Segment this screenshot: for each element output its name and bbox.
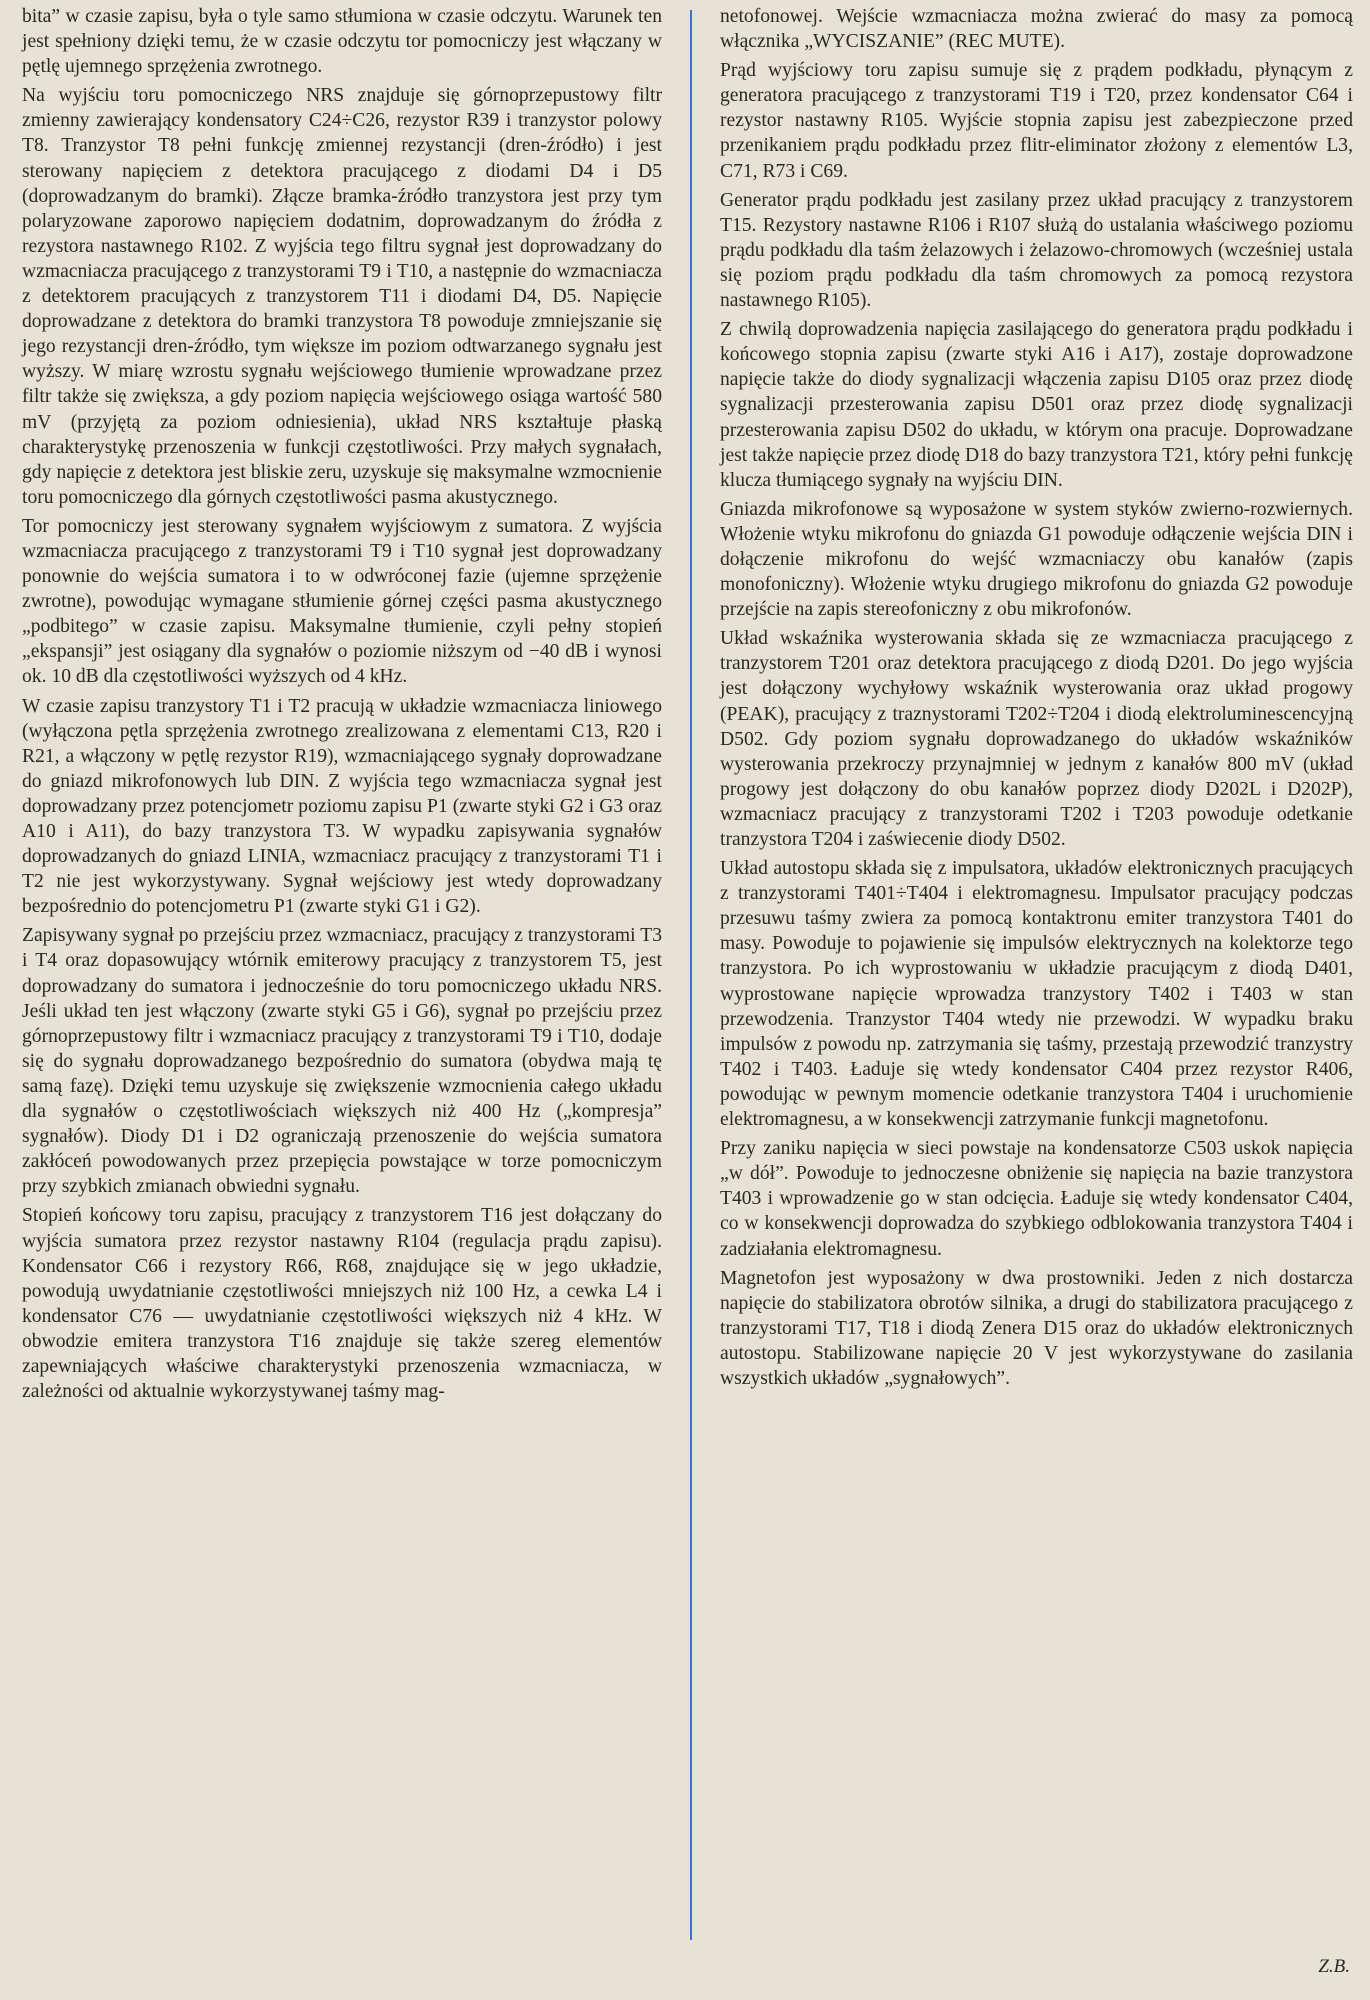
paragraph: Generator prądu podkładu jest zasilany przez układ pracujący z tranzystorem T15. Rezystory nastawne R106 i R107 służą do ustalania właściwego poziomu prądu podkładu dla taśm żelazowych i żelazowo-chromowych (wcześniej ustala się poziom prądu podkładu dla taśm chromowych za pomocą rezystora nastawnego R105). <box>720 189 1353 312</box>
paragraph: Gniazda mikrofonowe są wyposażone w system styków zwierno-rozwiernych. Włożenie wtyku mikrofonu do gniazda G1 powoduje odłączenie wejścia DIN i dołączenie mikrofonu do wejść wzmacniaczy obu kanałów (zapis monofoniczny). Włożenie wtyku drugiego mikrofonu do gniazda G2 powoduje przejście na zapis stereofoniczny z obu mikrofonów. <box>720 498 1353 621</box>
paragraph: W czasie zapisu tranzystory T1 i T2 pracują w układzie wzmacniacza liniowego (wyłączona pętla sprzężenia zwrotnego zrealizowana z elementami C13, R20 i R21, a włączony w pętlę rezystor R19), wzmacniającego sygnały doprowadzane do gniazd mikrofonowych lub DIN. Z wyjścia tego wzmacniacza sygnał jest doprowadzany przez potencjometr poziomu zapisu P1 (zwarte styki G2 i G3 oraz A10 i A11), do bazy tranzystora T3. W wypadku zapisywania sygnałów doprowadzanych do gniazd LINIA, wzmacniacz pracujący z tranzystorami T1 i T2 nie jest wykorzystywany. Sygnał wejściowy jest wtedy doprowadzany bezpośrednio do potencjometru P1 (zwarte styki G1 i G2). <box>22 695 662 918</box>
paragraph: Układ autostopu składa się z impulsatora, układów elektronicznych pracujących z tranzystorami T401÷T404 i elektromagnesu. Impulsator pracujący podczas przesuwu taśmy zwiera za pomocą kontaktronu emiter tranzystora T401 do masy. Powoduje to pojawienie się impulsów elektrycznych na kolektorze tego tranzystora. Po ich wyprostowaniu w układzie pracującym z diodą D401, wyprostowane napięcie wprowadza tranzystory T402 i T403 w stan przewodzenia. Tranzystor T404 wtedy nie przewodzi. W wypadku braku impulsów z powodu np. zatrzymania się taśmy, przestają przewodzić tranzystry T402 i T403. Ładuje się wtedy kondensator C404 przez rezystor R406, powodując w pewnym momencie odetkanie tranzystora T404 i uruchomienie elektromagnesu, a w konsekwencji zatrzymanie funkcji magnetofonu. <box>720 858 1353 1131</box>
paragraph: Stopień końcowy toru zapisu, pracujący z tranzystorem T16 jest dołączany do wyjścia sumatora przez rezystor nastawny R104 (regulacja prądu zapisu). Kondensator C66 i rezystory R66, R68, znajdujące się w jego układzie, powodują uwydatnianie częstotliwości mniejszych niż 100 Hz, a cewka L4 i kondensator C76 — uwydatnianie częstotliwości większych niż 4 kHz. W obwodzie emitera tranzystora T16 znajduje się także szereg elementów zapewniających właściwe charakterystyki przenoszenia wzmacniacza, w zależności od aktualnie wykorzystywanej taśmy mag- <box>22 1205 662 1403</box>
paragraph: Przy zaniku napięcia w sieci powstaje na kondensatorze C503 uskok napięcia „w dół”. Powoduje to jednoczesne obniżenie się napięcia na bazie tranzystora T403 i wprowadzenie go w stan odcięcia. Ładuje się wtedy kondensator C404, co w konsekwencji doprowadza do szybkiego odblokowania tranzystora T404 i zadziałania elektromagnesu. <box>720 1138 1353 1260</box>
right-text-column <box>720 4 1353 1395</box>
column-divider <box>690 10 692 1940</box>
paragraph: Zapisywany sygnał po przejściu przez wzmacniacz, pracujący z tranzystorami T3 i T4 oraz dopasowujący wtórnik emiterowy pracujący z tranzystorem T5, jest doprowadzany do sumatora i jednocześnie do toru pomocniczego układu NRS. Jeśli układ ten jest włączony (zwarte styki G5 i G6), sygnał po przejściu przez górnoprzepustowy filtr i wzmacniacz pracujący z tranzystorami T9 i T10, dodaje się do sygnału doprowadzanego bezpośrednio do sumatora (obydwa mają tę samą fazę). Dzięki temu uzyskuje się zwiększenie wzmocnienia całego układu dla sygnałów o częstotliwościach większych niż 400 Hz („kompresja” sygnałów). Diody D1 i D2 ograniczają przenoszenie do wejścia sumatora zakłóceń powodowanych przez przepięcia powstające w torze pomocniczym przy szybkich zmianach obwiedni sygnału. <box>22 925 662 1198</box>
paragraph: netofonowej. Wejście wzmacniacza można zwierać do masy za pomocą włącznika „WYCISZANIE” (REC MUTE). <box>720 6 1353 53</box>
paragraph: Magnetofon jest wyposażony w dwa prostowniki. Jeden z nich dostarcza napięcie do stabilizatora obrotów silnika, a drugi do stabilizatora pracującego z tranzystorami T17, T18 i diodą Zenera D15 oraz do układów elektronicznych autostopu. Stabilizowane napięcie 20 V jest wykorzystywane do zasilania wszystkich układów „sygnałowych”. <box>720 1267 1353 1389</box>
author-signature: Z.B. <box>1318 1956 1350 1977</box>
paragraph: bita” w czasie zapisu, była o tyle samo stłumiona w czasie odczytu. Warunek ten jest spełniony dzięki temu, że w czasie odczytu tor pomocniczy jest włączany w pętlę ujemnego sprzężenia zwrotnego. <box>22 6 662 78</box>
paragraph: Z chwilą doprowadzenia napięcia zasilającego do generatora prądu podkładu i końcowego stopnia zapisu (zwarte styki A16 i A17), zostaje doprowadzone napięcie także do diody sygnalizacji włączenia zapisu D105 oraz przez diodę sygnalizacji przesterowania zapisu D501 oraz przez diodę sygnalizacji przesterowania zapisu D502 do układu, w którym ona pracuje. Doprowadzane jest także napięcie przez diodę D18 do bazy tranzystora T21, który pełni funkcję klucza tłumiącego sygnały na wyjściu DIN. <box>720 319 1353 491</box>
paragraph: Tor pomocniczy jest sterowany sygnałem wyjściowym z sumatora. Z wyjścia wzmacniacza pracującego z tranzystorami T9 i T10 sygnał jest doprowadzany ponownie do wejścia sumatora i to w odwróconej fazie (ujemne sprzężenie zwrotne), powodując wymagane stłumienie górnej części pasma akustycznego „podbitego” w czasie zapisu. Maksymalne tłumienie, czyli pełny stopień „ekspansji” jest osiągany dla sygnałów o poziomie niższym od −40 dB i wynosi ok. 10 dB dla częstotliwości wyższych od 4 kHz. <box>22 515 662 688</box>
paragraph: Układ wskaźnika wysterowania składa się ze wzmacniacza pracującego z tranzystorem T201 oraz detektora pracującego z diodą D201. Do jego wyjścia jest dołączony wychyłowy wskaźnik wysterowania oraz układ progowy (PEAK), pracujący z traznystorami T202÷T204 i diodą elektroluminescencyjną D502. Gdy poziom sygnału doprowadzanego do układów wskaźników wysterowania przekroczy przynajmniej w jednym z kanałów 800 mV (układ progowy jest dołączony do obu kanałów poprzez diody D202L i D202P), wzmacniacz pracujący z tranzystorami T202 i T203 powoduje odetkanie tranzystora T204 i zaświecenie diody D502. <box>720 628 1353 850</box>
paragraph: Prąd wyjściowy toru zapisu sumuje się z prądem podkładu, płynącym z generatora pracującego z tranzystorami T19 i T20, przez kondensator C64 i rezystor nastawny R105. Wyjście stopnia zapisu jest zabezpieczone przed przenikaniem prądu podkładu przez flitr-eliminator złożony z elementów L3, C71, R73 i C69. <box>720 60 1353 182</box>
paragraph: Na wyjściu toru pomocniczego NRS znajduje się górnoprzepustowy filtr zmienny zawierający kondensatory C24÷C26, rezystor R39 i tranzystor polowy T8. Tranzystor T8 pełni funkcję zmiennej rezystancji (dren-źródło) i jest sterowany napięciem z detektora pracującego z diodami D4 i D5 (doprowadzanym do bramki). Złącze bramka-źródło tranzystora jest przy tym polaryzowane zaporowo napięciem dodatnim, doprowadzanym do źródła z rezystora nastawnego R102. Z wyjścia tego filtru sygnał jest doprowadzany do wzmacniacza pracującego z tranzystorami T9 i T10, a następnie do wzmacniacza z detektorem pracujących z tranzystorem T11 i diodami D4, D5. Napięcie doprowadzane z detektora do bramki tranzystora T8 powoduje zmniejszanie się jego rezystancji dren-źródło, tym większe im poziom odtwarzanego sygnału jest wyższy. W miarę wzrostu sygnału wejściowego tłumienie wprowadzane przez filtr także się zwiększa, a gdy poziom napięcia wejściowego osiąga wartość 580 mV (przyjętą za poziom odniesienia), układ NRS kształtuje płaską charakterystykę przenoszenia w funkcji częstotliwości. Przy małych sygnałach, gdy napięcie z detektora jest bliskie zeru, uzyskuje się maksymalne wzmocnienie toru pomocniczego dla górnych częstotliwości pasma akustycznego. <box>22 85 662 508</box>
left-text-column <box>22 4 662 1408</box>
